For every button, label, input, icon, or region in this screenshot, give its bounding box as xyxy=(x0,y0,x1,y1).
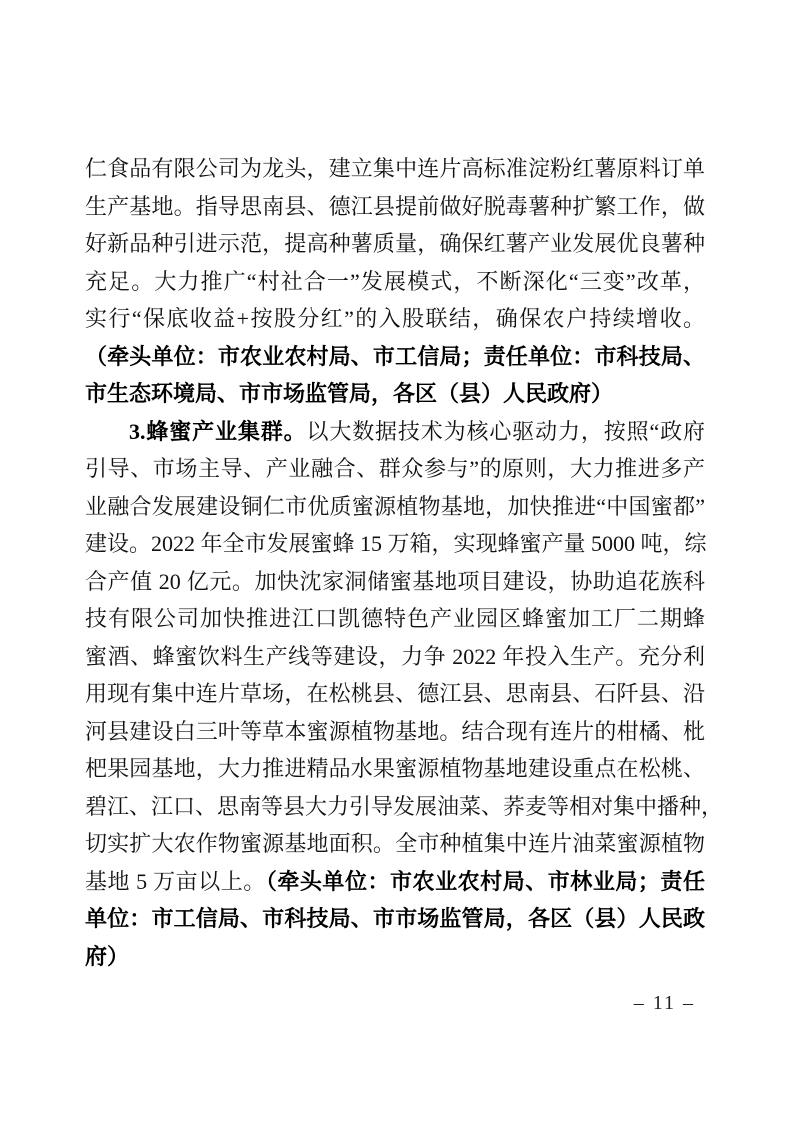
text-run: 基地 5 万亩以上。 xyxy=(85,868,266,894)
text-line: 技有限公司加快推进江口凯德特色产业园区蜂蜜加工厂二期蜂 xyxy=(85,606,705,631)
text-line-responsible-units: （牵头单位：市农业农村局、市工信局；责任单位：市科技局、 xyxy=(85,343,705,369)
text-line: 业融合发展建设铜仁市优质蜜源植物基地，加快推进“中国蜜都” xyxy=(85,493,705,519)
text-line-responsible-units: 市生态环境局、市市场监管局，各区（县）人民政府） xyxy=(85,381,614,406)
text-line-responsible-units: 单位：市工信局、市科技局、市市场监管局，各区（县）人民政 xyxy=(85,906,705,931)
text-line-responsible-units: 府） xyxy=(85,943,130,969)
page-number: – 11 – xyxy=(633,992,695,1014)
text-line-mixed xyxy=(85,863,705,901)
text-run: 以大数据技术为核心驱动力，按照“政府 xyxy=(306,418,705,444)
text-line: 碧江、江口、思南等县大力引导发展油菜、荞麦等相对集中播种， xyxy=(85,793,724,819)
text-line: 合产值 20 亿元。加快沈家洞储蜜基地项目建设，协助追花族科 xyxy=(85,568,705,594)
text-line: 充足。大力推广“村社合一”发展模式，不断深化“三变”改革， xyxy=(85,268,705,294)
section-heading-label: 3.蜂蜜产业集群。 xyxy=(129,418,307,444)
text-line: 杷果园基地，大力推进精品水果蜜源植物基地建设重点在松桃、 xyxy=(85,756,705,781)
text-line: 用现有集中连片草场，在松桃县、德江县、思南县、石阡县、沿 xyxy=(85,681,705,706)
text-line: 切实扩大农作物蜜源基地面积。全市种植集中连片油菜蜜源植物 xyxy=(85,831,705,856)
text-line: 实行“保底收益+按股分红”的入股联结，确保农户持续增收。 xyxy=(85,306,705,331)
text-line-section-heading xyxy=(85,413,705,451)
text-line: 生产基地。指导思南县、德江县提前做好脱毒薯种扩繁工作，做 xyxy=(85,193,705,219)
text-line: 引导、市场主导、产业融合、群众参与”的原则，大力推进多产 xyxy=(85,456,705,481)
document-body xyxy=(85,150,724,975)
responsible-units-run: （牵头单位：市农业农村局、市林业局；责任 xyxy=(265,868,705,894)
text-line: 河县建设白三叶等草本蜜源植物基地。结合现有连片的柑橘、枇 xyxy=(85,718,705,744)
text-line: 仁食品有限公司为龙头，建立集中连片高标准淀粉红薯原料订单 xyxy=(85,156,705,181)
text-line: 蜜酒、蜂蜜饮料生产线等建设，力争 2022 年投入生产。充分利 xyxy=(85,643,705,669)
text-line: 建设。2022 年全市发展蜜蜂 15 万箱，实现蜂蜜产量 5000 吨，综 xyxy=(85,531,707,556)
text-line: 好新品种引进示范，提高种薯质量，确保红薯产业发展优良薯种 xyxy=(85,231,705,256)
